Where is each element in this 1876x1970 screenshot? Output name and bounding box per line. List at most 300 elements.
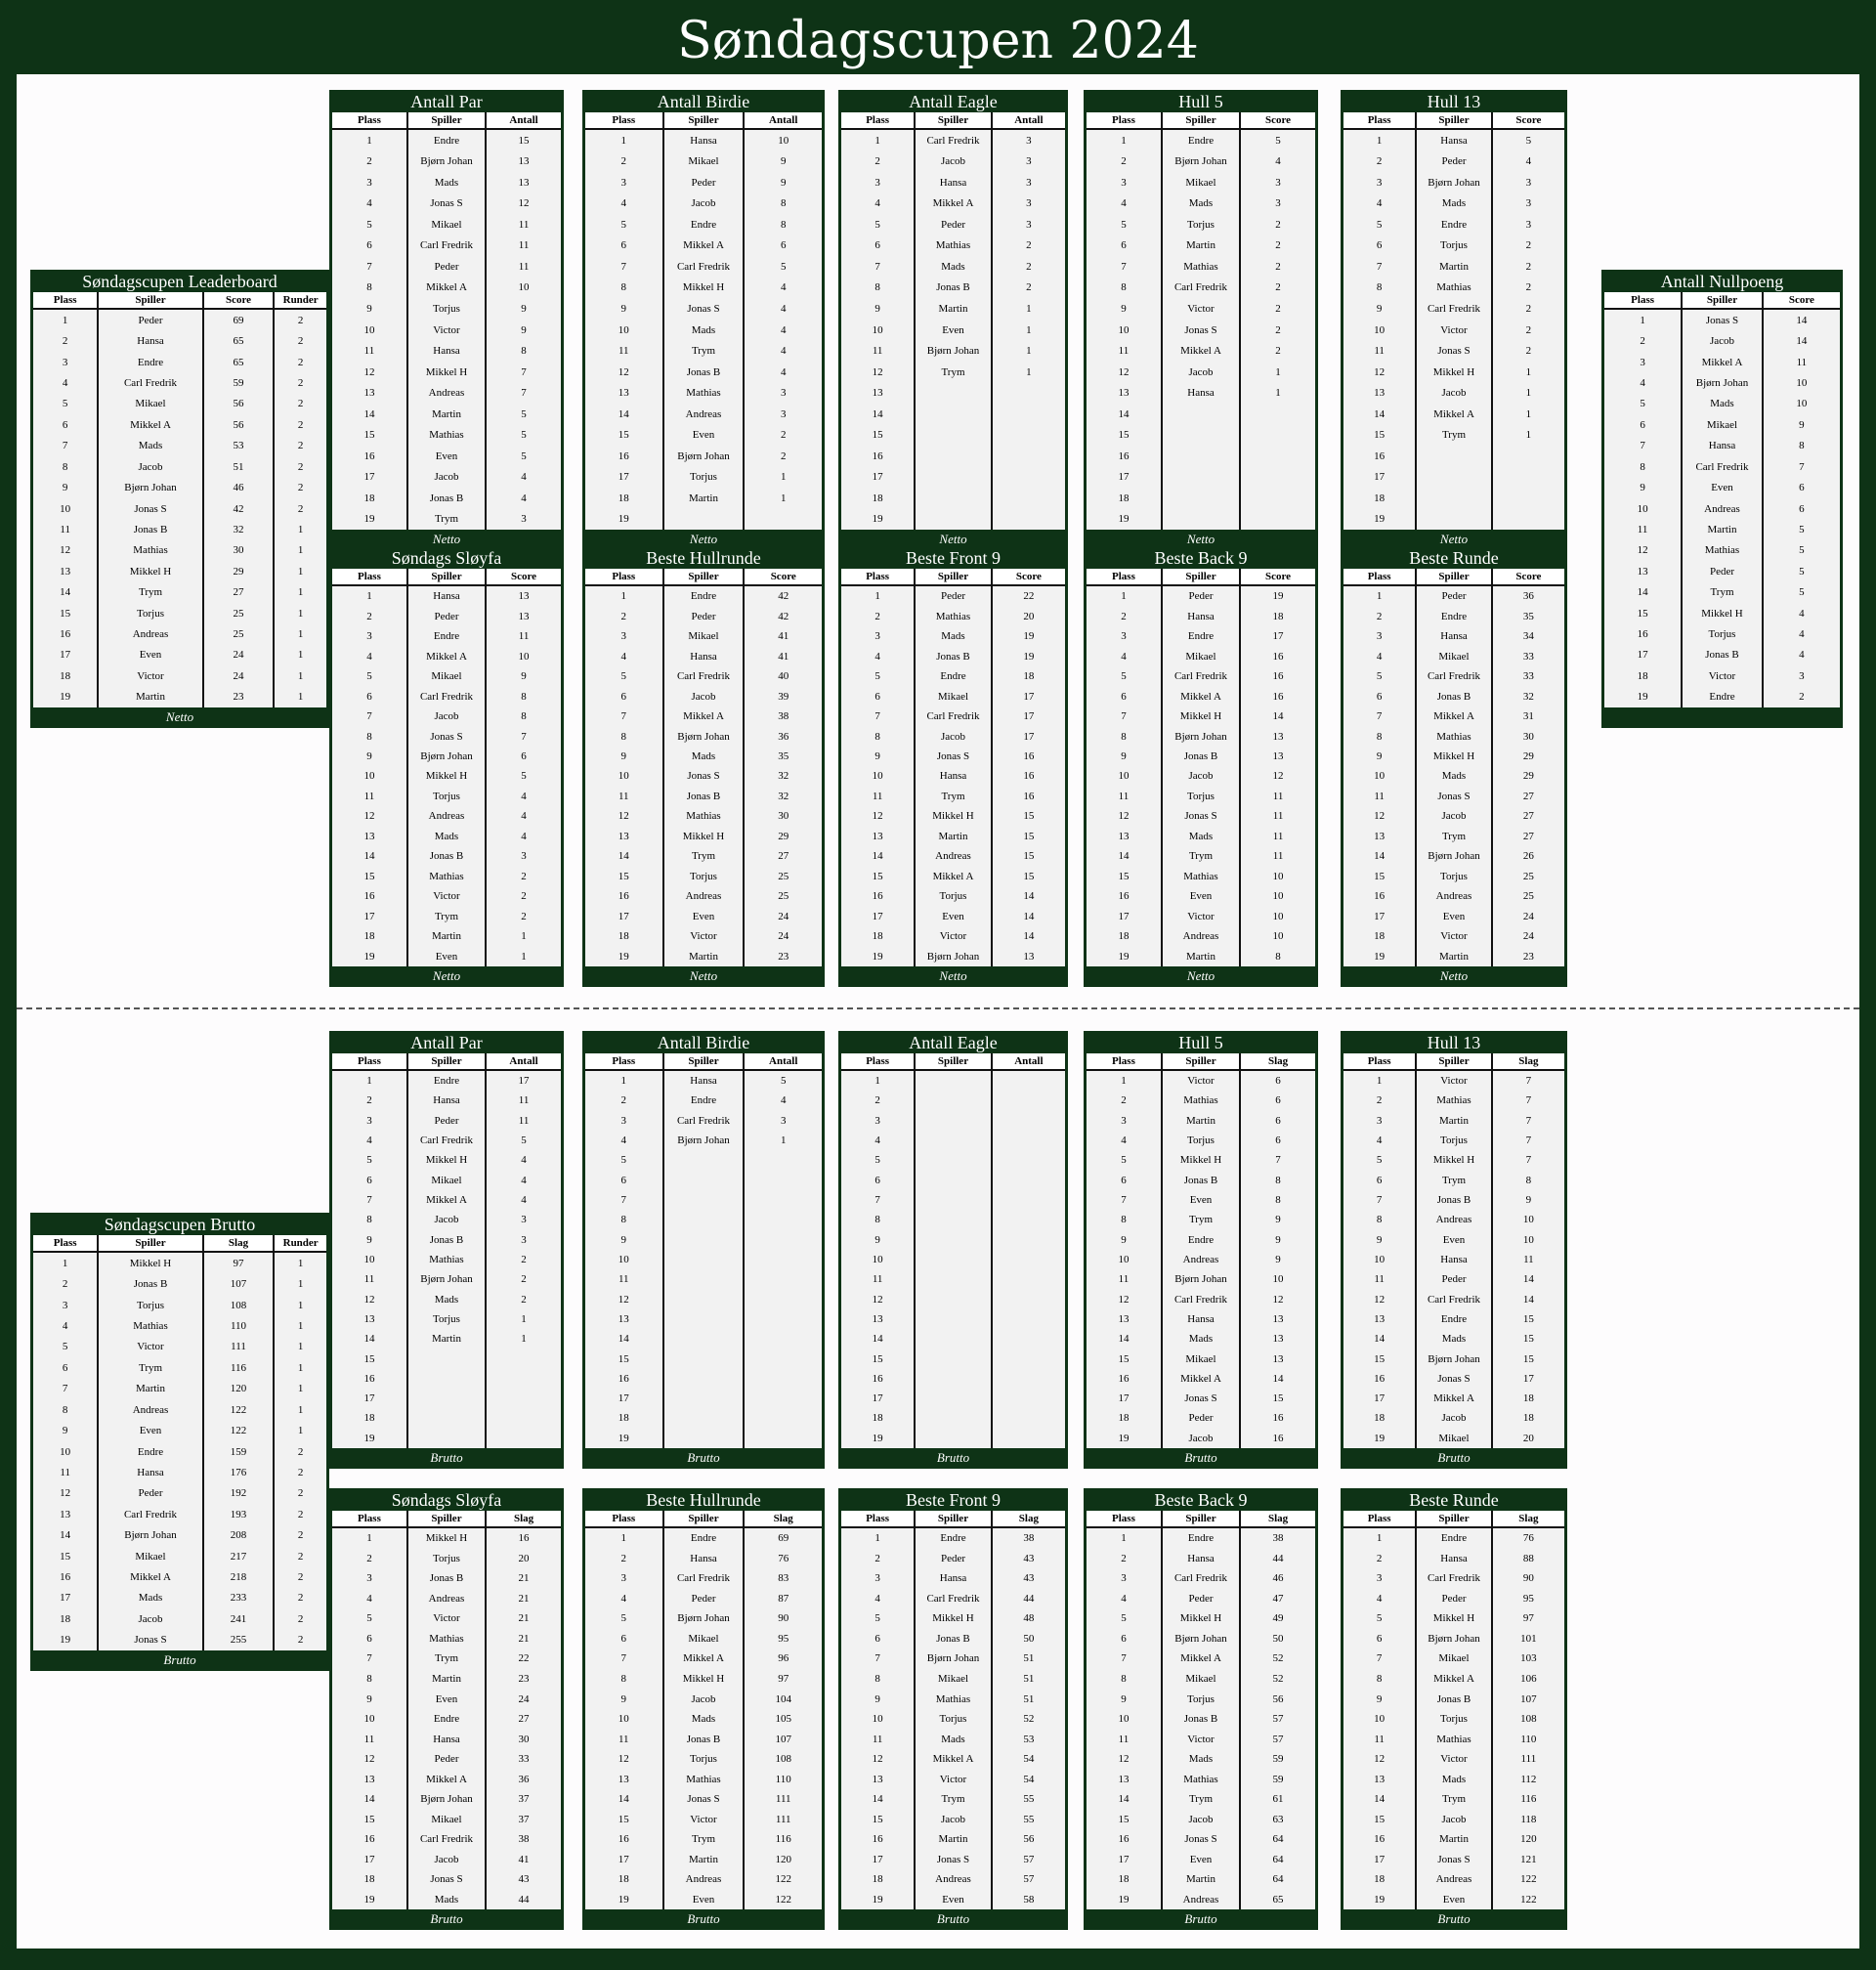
table-cell: 51 [1023, 1652, 1035, 1665]
table-cell: 2 [585, 1091, 664, 1110]
table-cell: 19 [1343, 946, 1417, 965]
table-cell: 4 [332, 646, 408, 665]
table-cell [993, 1210, 1065, 1229]
table-cell: 18 [841, 926, 916, 946]
table-cell: Mads [1417, 193, 1492, 215]
table-cell: 2 [297, 356, 304, 368]
table-cell: Trym [1163, 1789, 1241, 1810]
table-cell: 5 [521, 407, 527, 420]
table-row [1087, 1629, 1315, 1649]
table-cell: Mads [1163, 1329, 1241, 1349]
table-cell [916, 467, 993, 489]
table-cell: 18 [841, 488, 916, 509]
table-cell: 19 [1087, 1890, 1163, 1910]
table-cell: 3 [1343, 1568, 1417, 1589]
table-cell: 5 [1087, 214, 1163, 236]
table-cell [664, 1150, 746, 1170]
table-row [332, 846, 561, 866]
table-cell: Martin [1163, 1111, 1241, 1131]
table-cell: 6 [1604, 414, 1683, 435]
table-row [1087, 907, 1315, 926]
table-cell: 5 [1275, 134, 1281, 147]
table-cell: 3 [1275, 197, 1281, 210]
table-cell: 13 [1604, 561, 1683, 581]
table-cell: 13 [518, 590, 530, 603]
table-cell: Hansa [664, 646, 746, 665]
table-cell [745, 1171, 822, 1190]
table-cell: 2 [332, 151, 408, 173]
table-cell: 53 [204, 436, 276, 456]
column-header: Score [1265, 114, 1292, 126]
table-cell: Jonas B [99, 1273, 203, 1294]
table-cell: 10 [1604, 498, 1683, 519]
table-cell: 17 [841, 1389, 916, 1408]
table-cell: 10 [1087, 1709, 1163, 1730]
table-cell: 3 [33, 1295, 99, 1315]
table-cell: Torjus [664, 467, 746, 489]
table-cell: 13 [1087, 827, 1163, 846]
table-footer [1604, 707, 1840, 725]
table-row [841, 130, 1065, 151]
table-cell: 19 [1023, 630, 1035, 643]
table-cell: 8 [332, 1669, 408, 1690]
table-row [332, 886, 561, 906]
table-cell: 18 [1087, 926, 1163, 946]
table-cell: 11 [332, 1269, 408, 1289]
table-cell: 5 [585, 1608, 664, 1629]
column-header: Spiller [408, 1053, 487, 1069]
table-row [1343, 1171, 1564, 1190]
table-cell: Jacob [916, 726, 993, 746]
table-cell: Bjørn Johan [664, 446, 746, 467]
table-cell: Victor [408, 320, 487, 341]
table-cell: Jonas B [1163, 747, 1241, 766]
table-cell: 1 [1087, 1071, 1163, 1091]
table-cell: 241 [204, 1608, 276, 1629]
table-row [33, 1420, 326, 1440]
column-header: Antall [1014, 1055, 1044, 1067]
table-cell: Jonas S [664, 766, 746, 786]
table-cell: Andreas [1417, 1869, 1492, 1890]
table-cell: Jonas B [1163, 1171, 1241, 1190]
table-cell: 1 [297, 523, 304, 535]
table-row [1087, 626, 1315, 646]
table-cell: 10 [332, 766, 408, 786]
table-cell: Trym [664, 1829, 746, 1850]
table-row [33, 310, 326, 330]
table-row [585, 726, 822, 746]
table-cell: 1 [332, 1528, 408, 1549]
table-cell: 3 [332, 1568, 408, 1589]
table-header-row [33, 292, 326, 310]
table-cell: Jonas S [408, 1869, 487, 1890]
table-cell: Endre [99, 352, 203, 372]
table-cell: 11 [585, 787, 664, 806]
table-cell: 1 [297, 565, 304, 578]
table-cell: 18 [841, 1869, 916, 1890]
table-row [1087, 509, 1315, 531]
table-cell: Mads [916, 256, 993, 278]
table-row [1343, 926, 1564, 946]
table-cell: 1 [297, 1257, 304, 1269]
table-cell: 2 [1525, 345, 1532, 358]
table-cell: Andreas [1163, 1890, 1241, 1910]
table-cell: 18 [1522, 1412, 1534, 1425]
table-cell: Endre [1417, 1309, 1492, 1329]
table-cell: 8 [585, 278, 664, 299]
table-row [1087, 446, 1315, 467]
table-cell: 12 [841, 806, 916, 826]
table-cell: 23 [778, 950, 789, 963]
table-cell: 4 [780, 365, 787, 378]
table-cell [487, 1369, 561, 1389]
table-row [1343, 766, 1564, 786]
table-row [585, 626, 822, 646]
table-row [585, 278, 822, 299]
table-cell: 10 [332, 1709, 408, 1730]
table-row [585, 1309, 822, 1329]
table-header-row [1087, 569, 1315, 586]
table-row [1343, 1528, 1564, 1549]
table-row [1343, 1549, 1564, 1569]
table-cell: 25 [778, 890, 789, 903]
table-header-row [33, 1235, 326, 1253]
table-cell: Victor [1163, 298, 1241, 320]
table-cell: 6 [332, 236, 408, 257]
table-cell: 8 [841, 1210, 916, 1229]
table-row [1087, 1589, 1315, 1609]
table-cell: Carl Fredrik [664, 1568, 746, 1589]
table-cell: 8 [1343, 726, 1417, 746]
column-header: Antall [769, 114, 798, 126]
table-cell: 27 [1522, 830, 1534, 842]
table-cell: 2 [297, 502, 304, 515]
table-cell: 19 [585, 946, 664, 965]
table-cell [916, 1369, 993, 1389]
table-row [332, 1749, 561, 1770]
table-cell: Mikael [1163, 172, 1241, 193]
table-cell: Endre [1163, 1528, 1241, 1549]
table-cell: 2 [1087, 606, 1163, 625]
table-cell: 25 [204, 623, 276, 644]
table-row [841, 1329, 1065, 1349]
table-header-row [841, 1053, 1065, 1071]
table-cell: 10 [1272, 890, 1284, 903]
table-row [841, 886, 1065, 906]
table-cell: Hansa [664, 130, 746, 151]
table-cell [993, 1091, 1065, 1110]
table-row [332, 1071, 561, 1091]
table-row [841, 298, 1065, 320]
table-header-row [841, 569, 1065, 586]
column-header: Plass [585, 1053, 664, 1069]
table-cell: 17 [332, 907, 408, 926]
table-title: Antall Nullpoeng [1660, 273, 1784, 291]
table-cell: 4 [841, 646, 916, 665]
table-cell: Bjørn Johan [1417, 172, 1492, 193]
table-cell: Jacob [664, 1689, 746, 1709]
table-cell: Even [1417, 1890, 1492, 1910]
table-row [585, 488, 822, 509]
table-header-row [585, 1053, 822, 1071]
table-cell: 12 [1343, 806, 1417, 826]
table-cell: 7 [1343, 1649, 1417, 1669]
table-cell: 16 [841, 1369, 916, 1389]
table-row [585, 766, 822, 786]
table-title: Antall Eagle [909, 93, 998, 111]
table-cell: 2 [1525, 281, 1532, 294]
table-cell: Torjus [1417, 1131, 1492, 1150]
table-cell: 6 [585, 686, 664, 706]
table-row [585, 1528, 822, 1549]
table-cell: 111 [775, 1813, 791, 1825]
table-row [1087, 1091, 1315, 1110]
table-cell: 8 [1525, 1174, 1532, 1186]
table-cell: Mikkel A [1417, 404, 1492, 425]
table-cell: 10 [1343, 766, 1417, 786]
table-cell: 16 [332, 446, 408, 467]
table-cell: 14 [1272, 1372, 1284, 1385]
table-cell: 8 [332, 278, 408, 299]
table-cell [487, 1429, 561, 1448]
table-row [841, 1369, 1065, 1389]
table-n-antall-eagle [838, 90, 1068, 550]
table-cell: 11 [1087, 340, 1163, 362]
table-cell: 2 [297, 1445, 304, 1458]
table-cell: Mathias [408, 1629, 487, 1649]
table-cell: 10 [778, 134, 789, 147]
table-b-antall-par [329, 1031, 564, 1469]
table-cell: 12 [33, 540, 99, 561]
table-cell: 3 [332, 1111, 408, 1131]
column-header: Slag [513, 1513, 534, 1524]
table-cell: Andreas [664, 886, 746, 906]
table-cell: 5 [841, 1150, 916, 1170]
table-cell [1417, 446, 1492, 467]
table-cell: Martin [1417, 256, 1492, 278]
table-cell: 1 [297, 628, 304, 641]
table-cell: 4 [1343, 1589, 1417, 1609]
table-row [1343, 488, 1564, 509]
table-row [841, 1709, 1065, 1730]
table-cell: Torjus [1163, 1689, 1241, 1709]
table-cell: 56 [1023, 1833, 1035, 1846]
table-cell: Carl Fredrik [664, 666, 746, 686]
table-cell: 13 [1343, 827, 1417, 846]
table-cell [745, 1210, 822, 1229]
table-cell: 208 [204, 1524, 276, 1545]
table-row [332, 1111, 561, 1131]
table-row [1343, 1091, 1564, 1110]
table-row [841, 214, 1065, 236]
table-cell: 110 [204, 1315, 276, 1336]
table-cell: 5 [332, 214, 408, 236]
table-row [1343, 298, 1564, 320]
table-cell: 14 [585, 846, 664, 866]
table-cell: 32 [204, 519, 276, 539]
table-row [841, 1568, 1065, 1589]
table-row [841, 278, 1065, 299]
table-row [841, 382, 1065, 404]
table-row [1087, 726, 1315, 746]
table-cell: Carl Fredrik [1417, 298, 1492, 320]
table-cell [408, 1349, 487, 1368]
table-cell: 13 [332, 1309, 408, 1329]
table-cell: 3 [1026, 218, 1032, 231]
table-title: Søndags Sløyfa [391, 1491, 502, 1510]
table-cell: 18 [1023, 670, 1035, 683]
table-row [332, 1309, 561, 1329]
column-header: Spiller [1417, 1511, 1492, 1526]
table-cell [664, 1349, 746, 1368]
column-header: Slag [1267, 1055, 1289, 1067]
table-row [1343, 586, 1564, 606]
column-header: Antall [509, 114, 538, 126]
table-row [1087, 846, 1315, 866]
table-cell: 24 [1522, 910, 1534, 922]
table-cell: 120 [204, 1379, 276, 1399]
table-cell: 41 [778, 630, 789, 643]
table-cell: Peder [99, 1483, 203, 1504]
table-row [332, 1528, 561, 1549]
table-cell: 10 [332, 1250, 408, 1269]
table-cell: 9 [521, 323, 527, 336]
table-cell [664, 1369, 746, 1389]
table-cell: 5 [521, 429, 527, 442]
table-cell: 7 [332, 256, 408, 278]
table-cell: 17 [1087, 1389, 1163, 1408]
table-cell: 1 [780, 1135, 787, 1147]
table-cell: 5 [1799, 544, 1805, 557]
table-cell [408, 1369, 487, 1389]
table-cell: 5 [1604, 394, 1683, 414]
table-cell: Jacob [916, 1809, 993, 1829]
table-row [841, 1091, 1065, 1110]
table-row [1087, 1269, 1315, 1289]
table-row [332, 1549, 561, 1569]
table-cell: Trym [408, 1649, 487, 1669]
table-cell: 5 [1343, 1608, 1417, 1629]
table-cell: Martin [408, 926, 487, 946]
table-cell: 18 [1087, 1869, 1163, 1890]
table-cell: 2 [1087, 1091, 1163, 1110]
table-cell: 13 [1343, 1309, 1417, 1329]
table-cell: 4 [841, 1589, 916, 1609]
table-cell: 7 [841, 707, 916, 726]
column-header: Plass [585, 112, 664, 128]
table-cell: 12 [1087, 1749, 1163, 1770]
table-cell [745, 1190, 822, 1210]
table-row [33, 1399, 326, 1420]
table-cell: Mikkel H [408, 1528, 487, 1549]
table-cell: 44 [1272, 1552, 1284, 1564]
table-row [1087, 1528, 1315, 1549]
table-row [1343, 1568, 1564, 1589]
table-cell: 44 [518, 1893, 530, 1906]
table-row [1343, 1769, 1564, 1789]
table-cell: 2 [1525, 323, 1532, 336]
table-cell: 111 [775, 1793, 791, 1806]
table-row [585, 151, 822, 173]
table-cell: 4 [780, 303, 787, 316]
table-cell: Peder [664, 1589, 746, 1609]
table-cell: 1 [521, 950, 527, 963]
table-cell: 64 [1272, 1833, 1284, 1846]
table-cell: 15 [332, 1349, 408, 1368]
table-cell: Mikael [408, 1171, 487, 1190]
table-header-row [1343, 1511, 1564, 1528]
table-cell: Even [1683, 477, 1764, 497]
table-row [585, 926, 822, 946]
table-footer: Netto [1186, 968, 1215, 983]
table-cell: 14 [332, 1789, 408, 1810]
table-row [33, 456, 326, 477]
table-cell: Victor [99, 665, 203, 686]
table-cell: 1 [1275, 365, 1281, 378]
table-cell: 7 [1275, 1154, 1281, 1167]
table-cell: 9 [1087, 1230, 1163, 1250]
table-cell: Mikkel H [664, 827, 746, 846]
table-footer: Brutto [936, 1911, 970, 1926]
table-row [1343, 172, 1564, 193]
table-cell: 11 [841, 340, 916, 362]
table-footer: Netto [1439, 968, 1469, 983]
table-cell: 2 [332, 1091, 408, 1110]
table-cell: Bjørn Johan [99, 1524, 203, 1545]
column-header: Score [1015, 571, 1042, 582]
table-row [1343, 382, 1564, 404]
table-cell: 17 [1272, 630, 1284, 643]
table-cell: Trym [1417, 1789, 1492, 1810]
table-cell: 13 [841, 382, 916, 404]
table-cell: Hansa [1163, 606, 1241, 625]
table-cell: 13 [33, 1504, 99, 1524]
table-cell: 3 [1343, 626, 1417, 646]
table-cell: 87 [778, 1592, 789, 1605]
table-cell: 10 [1272, 870, 1284, 882]
table-row [585, 1709, 822, 1730]
table-cell: 10 [1272, 1273, 1284, 1286]
table-row [332, 446, 561, 467]
table-cell: 16 [1023, 749, 1035, 762]
table-row [332, 1190, 561, 1210]
table-cell: 14 [1023, 930, 1035, 943]
table-cell: 13 [1023, 950, 1035, 963]
table-cell: 9 [1275, 1253, 1281, 1265]
table-cell: 105 [775, 1713, 791, 1726]
table-cell: 15 [585, 1809, 664, 1829]
table-cell: 9 [33, 1420, 99, 1440]
table-row [1087, 1789, 1315, 1810]
table-cell: Jonas S [99, 1630, 203, 1650]
table-row [585, 1190, 822, 1210]
table-cell: 14 [585, 1789, 664, 1810]
table-cell: 10 [518, 281, 530, 294]
table-cell: 7 [1525, 1154, 1532, 1167]
table-cell: Mikael [664, 1629, 746, 1649]
table-cell: 14 [1023, 910, 1035, 922]
table-cell: 10 [841, 766, 916, 786]
table-cell: 15 [1023, 870, 1035, 882]
table-cell: 4 [780, 345, 787, 358]
table-cell: 38 [1272, 1532, 1284, 1545]
table-row [841, 1749, 1065, 1770]
table-cell: 6 [1275, 1094, 1281, 1107]
column-header: Plass [841, 1053, 916, 1069]
table-cell: 14 [841, 1789, 916, 1810]
table-cell: 17 [841, 907, 916, 926]
column-header: Slag [1518, 1055, 1539, 1067]
